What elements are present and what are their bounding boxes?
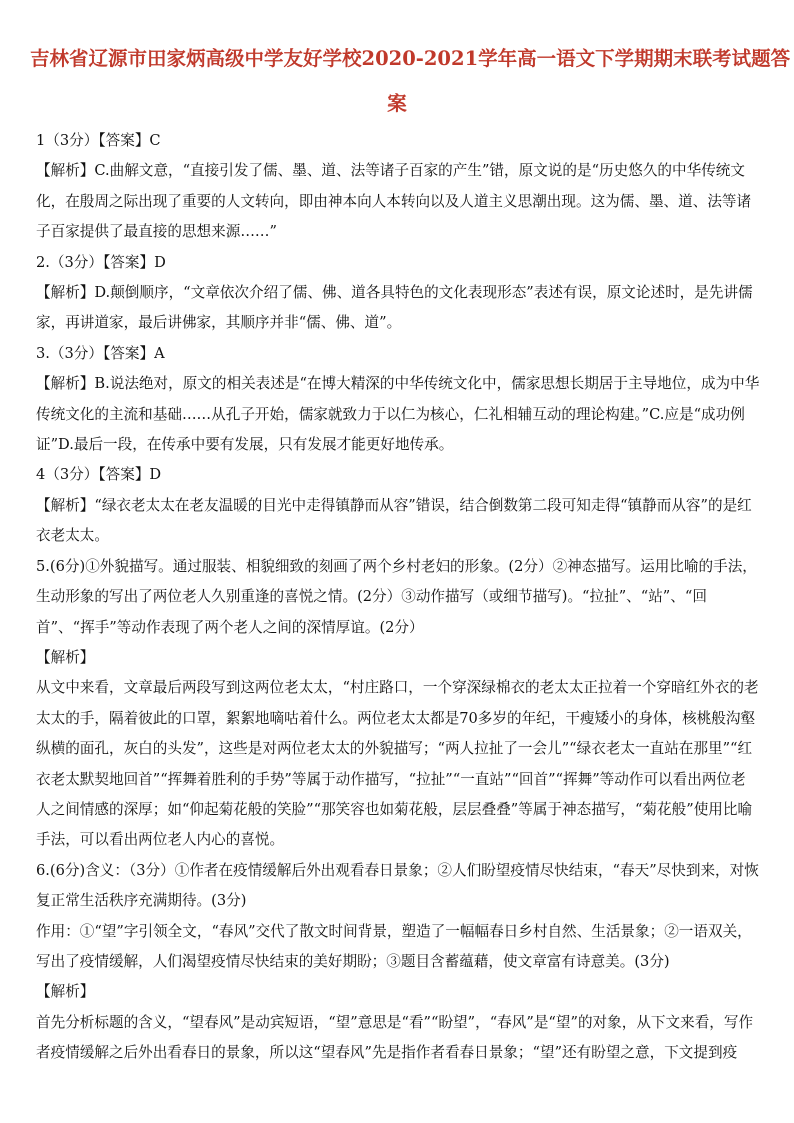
answer-q1: 1（3分）【答案】C xyxy=(36,132,161,149)
answer-q6-function: 作用：①“望”字引领全文，“春风”交代了散文时间背景，塑造了一幅幅春日乡村自然、生活景象；②一语双关，写出了疫情缓解，人们渴望疫情尽快结束的美好期盼；③题目含蓄蕴藉，使文章富有诗意美。(3分) xyxy=(36,922,752,970)
answer-q5: 5.(6分)①外貌描写。通过服装、相貌细致的刻画了两个乡村老妇的形象。(2分）②神态描写。运用比喻的手法，生动形象的写出了两位老人久别重逢的喜悦之情。(2分）③动作描写（或细节描写)。“拉扯”、“站”、“回首”、“挥手”等动作表现了两个老人之间的深情厚谊。(2分） xyxy=(36,557,757,636)
answer-q6-meaning: 6.(6分)含义：（3分）①作者在疫情缓解后外出观看春日景象；②人们盼望疫情尽快结束，“春天”尽快到来，对恢复正常生活秩序充满期待。(3分) xyxy=(36,861,759,910)
analysis-heading-q6: 【解析】 xyxy=(36,983,95,1001)
analysis-heading-q5: 【解析】 xyxy=(36,648,95,666)
answer-q2: 2.（3分）【答案】D xyxy=(36,253,166,271)
answer-q3: 3.（3分）【答案】A xyxy=(36,344,165,362)
analysis-q3: 【解析】B.说法绝对，原文的相关表述是“在博大精深的中华传统文化中，儒家思想长期居于主导地位，成为中华传统文化的主流和基础……从孔子开始，儒家就致力于以仁为核心，仁礼相辅互动的理论构建。”C.应是“成功例证”D.最后一段，在传承中要有发展，只有发展才能更好地传承。 xyxy=(36,375,760,454)
analysis-q4: 【解析】“绿衣老太太在老友温暖的目光中走得镇静而从容”错误，结合倒数第二段可知走得“镇静而从容”的是红衣老太太。 xyxy=(36,496,752,545)
answer-content xyxy=(36,126,760,1069)
analysis-q1: 【解析】C.曲解文意，“直接引发了儒、墨、道、法等诸子百家的产生”错，原文说的是“历史悠久的中华传统文化，在殷周之际出现了重要的人文转向，即由神本向人本转向以及人道主义思潮出现。这为儒、墨、道、法等诸子百家提供了最直接的思想来源……” xyxy=(36,162,752,241)
analysis-q5: 从文中来看，文章最后两段写到这两位老太太，“村庄路口，一个穿深绿棉衣的老太太正拉着一个穿暗红外衣的老太太的手，隔着彼此的口罩，絮絮地嘀咕着什么。两位老太太都是70多岁的年纪，干瘦矮小的身体，核桃般沟壑纵横的面孔，灰白的头发”，这些是对两位老太太的外貌描写；“两人拉扯了一会儿”“绿衣老太一直站在那里”“红衣老太默契地回首”“挥舞着胜利的手势”等属于动作描写，“拉扯”“一直站”“回首”“挥舞”等动作可以看出两位老人之间情感的深厚；如“仰起菊花般的笑脸”“那笑容也如菊花般，层层叠叠”等属于神态描写，“菊花般”使用比喻手法，可以看出两位老人内心的喜悦。 xyxy=(36,679,759,849)
analysis-q6: 首先分析标题的含义，“望春风”是动宾短语，“望”意思是“看”“盼望”，“春风”是“望”的对象，从下文来看，写作者疫情缓解之后外出看春日的景象，所以这“望春风”先是指作者看春日景象；“望”还有盼望之意，下文提到疫 xyxy=(36,1013,754,1062)
analysis-q2: 【解析】D.颠倒顺序，“文章依次介绍了儒、佛、道各具特色的文化表现形态”表述有误，原文论述时，是先讲儒家，再讲道家，最后讲佛家，其顺序并非“儒、佛、道”。 xyxy=(36,284,753,332)
answer-q4: 4（3分）【答案】D xyxy=(36,466,162,484)
document-title: 吉林省辽源市田家炳高级中学友好学校2020-2021学年高一语文下学期期末联考试题答 xyxy=(30,47,791,70)
document-title-continued: 案 xyxy=(387,92,407,115)
